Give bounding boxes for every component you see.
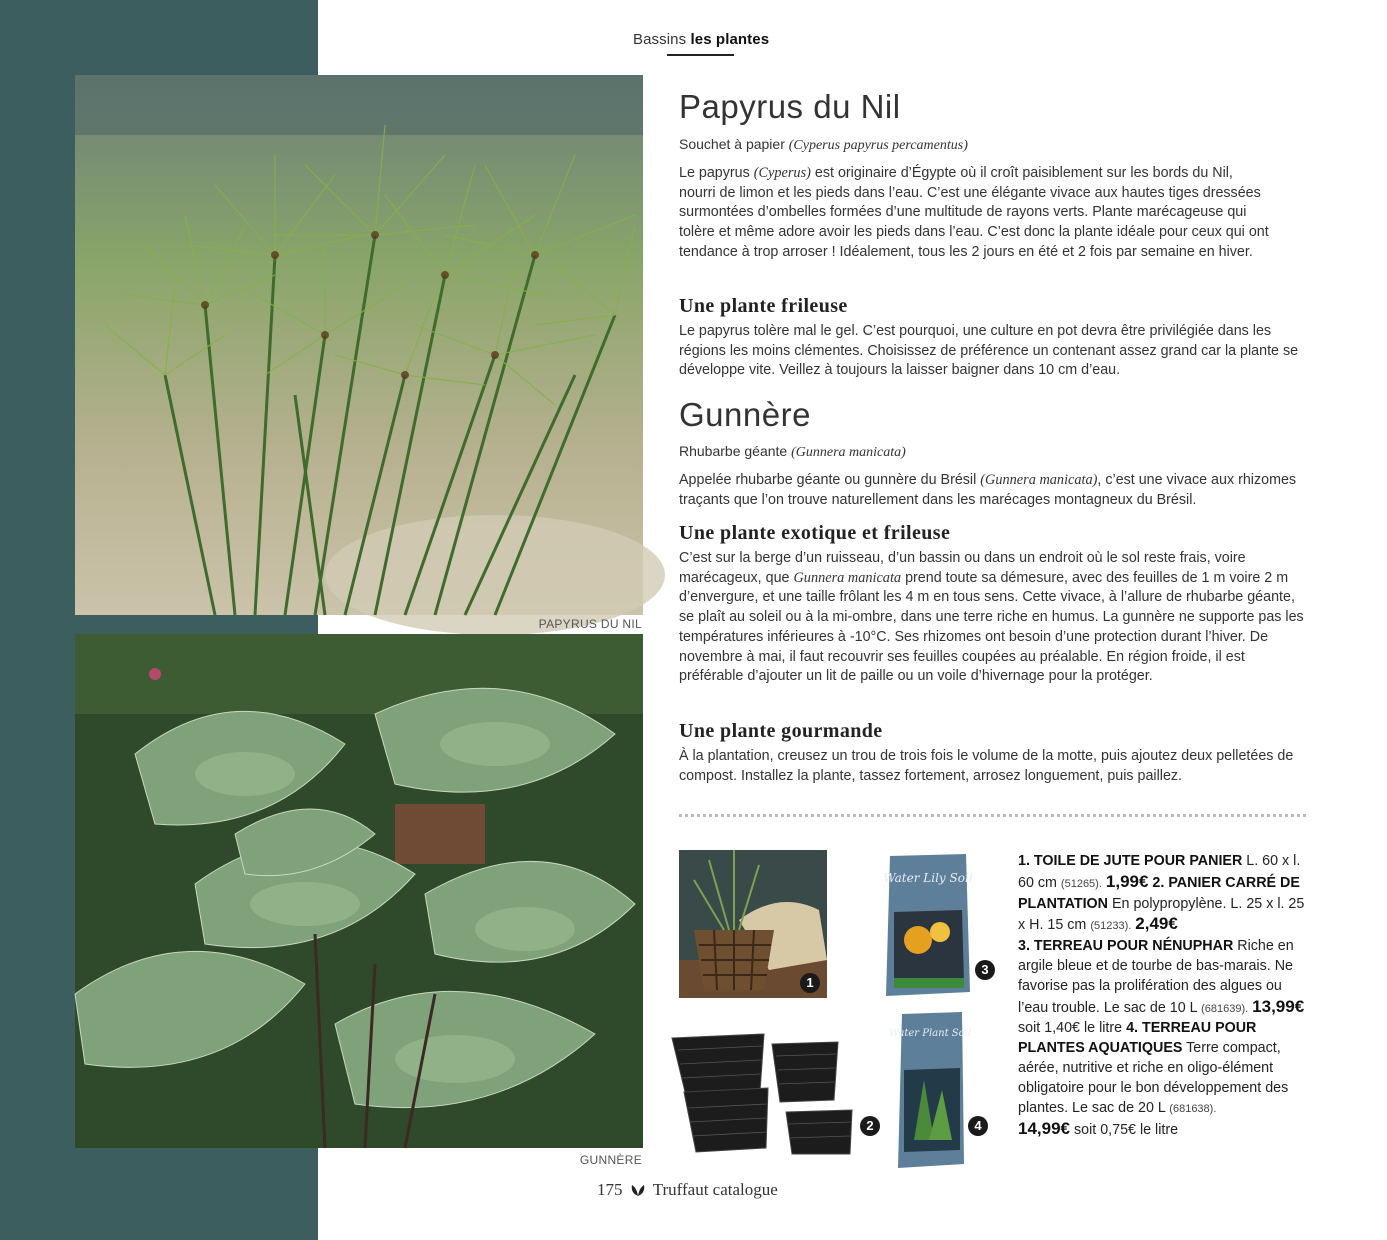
- p4-ref: (681638).: [1169, 1102, 1217, 1115]
- papyrus-article: [679, 88, 1319, 126]
- p3-desc: Riche en argile bleue et de tourbe de bas-marais. Ne favorise pas la prolifération des algues ou l’eau trouble. Le sac de 10 L: [1018, 938, 1294, 1016]
- p4-desc: Terre compact, aérée, nutritive et riche en oligo-élément obligatoire pour le bon développement des plantes. Le sac de 20 L: [1018, 1040, 1289, 1116]
- gunnera-subtitle: [679, 443, 1319, 461]
- papyrus-section-body: Le papyrus tolère mal le gel. C’est pourquoi, une culture en pot devra être privilégiée dans les régions les moins clémentes. Choisissez de préférence un contenant assez grand car la plante se développe vite. Veillez à toujours la laisser baigner dans 10 cm d’eau.: [679, 323, 1299, 379]
- p3-ref: (681639).: [1201, 1002, 1249, 1015]
- gunnera-title: Gunnère: [679, 396, 811, 433]
- gunnera-intro-a: Appelée rhubarbe géante ou gunnère du Brésil: [679, 472, 977, 488]
- p4-price: 14,99€: [1018, 1119, 1070, 1139]
- header-section: Bassins: [633, 31, 687, 48]
- papyrus-subtitle: [679, 136, 1319, 154]
- product-badge-2: 2: [860, 1116, 880, 1136]
- gunnera-intro-b: , c’est une vivace aux rhizomes traçants que l’on trouve naturellement dans les marécages montagneux du Brésil.: [679, 472, 1297, 508]
- p3-name: 3. TERREAU POUR NÉNUPHAR: [1018, 938, 1234, 955]
- p2-ref: (51233).: [1090, 920, 1132, 933]
- product-waterlily-soil-image: [884, 852, 972, 998]
- p3-price: 13,99€: [1252, 996, 1305, 1016]
- gunnera-intro-latin: (Gunnera manicata): [980, 472, 1098, 488]
- papyrus-intro-a: Le papyrus: [679, 165, 750, 181]
- product-descriptions: [1018, 852, 1310, 1141]
- gunnera-subtitle-plain: Rhubarbe géante: [679, 443, 788, 459]
- page-footer: [597, 1180, 778, 1200]
- gunnera-section1-a: C’est sur la berge d’un ruisseau, d’un bassin ou dans un endroit où le sol reste frais, voire marécageux, que: [679, 550, 1246, 586]
- product-badge-4: 4: [968, 1116, 988, 1136]
- papyrus-photo: [75, 75, 643, 615]
- header-topic: les plantes: [690, 31, 770, 48]
- product-waterplant-soil-image: [888, 1010, 972, 1170]
- papyrus-section-body-wrap: [679, 322, 1311, 381]
- papyrus-caption: PAPYRUS DU NIL: [538, 617, 642, 631]
- product-badge-1: 1: [800, 973, 820, 993]
- p1-desc: L. 60 x l. 60 cm: [1018, 853, 1301, 891]
- p1-ref: (51265).: [1060, 877, 1102, 890]
- papyrus-intro: [679, 164, 1269, 263]
- papyrus-subtitle-plain: Souchet à papier: [679, 136, 785, 152]
- gunnera-section2-body: À la plantation, creusez un trou de trois fois le volume de la motte, puis ajoutez deux pelletées de compost. Installez la plante, tassez fortement, arrosez longuement, puis paillez.: [679, 748, 1294, 784]
- bag3-label: Water Lily Soil: [883, 871, 973, 885]
- papyrus-intro-latin: (Cyperus): [753, 165, 811, 181]
- papyrus-intro-b: est originaire d’Égypte où il croît paisiblement sur les bords du Nil, nourri de limon et les pieds dans l’eau. C’est une élégante vivace aux hautes tiges dressées surmontées d’ombelles formées d’une multitude de rayons verts. Plante marécageuse qui tolère et même adore avoir les pieds dans l’eau. C’est donc la plante idéale pour ceux qui ont tendance à trop arroser ! Idéalement, tous les 2 jours en été et 2 fois par semaine en hiver.: [679, 165, 1269, 260]
- truffaut-leaf-icon: [631, 1184, 645, 1196]
- gunnera-caption: GUNNÈRE: [579, 1153, 642, 1167]
- dotted-divider: [679, 814, 1306, 817]
- papyrus-subtitle-latin: (Cyperus papyrus percamentus): [788, 138, 968, 153]
- p1-name: 1. TOILE DE JUTE POUR PANIER: [1018, 853, 1243, 869]
- gunnera-section2-title: Une plante gourmande: [679, 720, 883, 742]
- papyrus-title: Papyrus du Nil: [679, 88, 901, 125]
- p1-price: 1,99€: [1105, 871, 1149, 891]
- gunnera-section1: [679, 522, 1319, 545]
- p2-name: 2. PANIER CARRÉ DE PLANTATION: [1018, 874, 1300, 912]
- p2-price: 2,49€: [1135, 914, 1178, 934]
- gunnera-intro: [679, 471, 1319, 510]
- p4-name: 4. TERREAU POUR PLANTES AQUATIQUES: [1018, 1020, 1257, 1057]
- gunnera-section2: [679, 720, 1319, 743]
- page-number: 175: [597, 1180, 623, 1199]
- p2-desc: En polypropylène. L. 25 x l. 25 x H. 15 cm: [1018, 895, 1305, 934]
- p3-unit: soit 1,40€ le litre: [1018, 1020, 1123, 1037]
- product-basket-image: [668, 1030, 858, 1156]
- papyrus-section: [679, 295, 1319, 318]
- header-underline: [667, 54, 734, 56]
- gunnera-section1-b: prend toute sa démesure, avec des feuilles de 1 m voire 2 m d’envergure, et une taille frôlant les 4 m en tous sens. Cette vivace, à l’allure de rhubarbe géante, se plaît au soleil ou à la mi-ombre, dans une terre riche en humus. La gunnère ne supporte pas les températures inférieures à -10°C. Ses rhizomes ont besoin d’une protection durant l’hiver. De novembre à mai, il faut recouvrir ses feuilles coupées au préalable. En région froide, il est préférable d’ajouter un lit de paille ou un voile d’hivernage pour la protéger.: [679, 569, 1304, 685]
- gunnera-subtitle-latin: (Gunnera manicata): [791, 445, 906, 460]
- gunnera-section1-title: Une plante exotique et frileuse: [679, 522, 951, 544]
- footer-brand: Truffaut catalogue: [652, 1180, 778, 1199]
- gunnera-photo: [75, 634, 643, 1148]
- p4-unit: soit 0,75€ le litre: [1073, 1122, 1179, 1139]
- bag4-label: Water Plant Soil: [888, 1028, 972, 1039]
- product-badge-3: 3: [975, 960, 995, 980]
- gunnera-section2-body-wrap: [679, 747, 1319, 786]
- gunnera-section1-body: [679, 549, 1309, 687]
- gunnera-article: [679, 396, 1319, 434]
- gunnera-section1-latin: Gunnera manicata: [793, 569, 902, 586]
- papyrus-section-title: Une plante frileuse: [679, 295, 848, 317]
- page-header: [633, 31, 769, 48]
